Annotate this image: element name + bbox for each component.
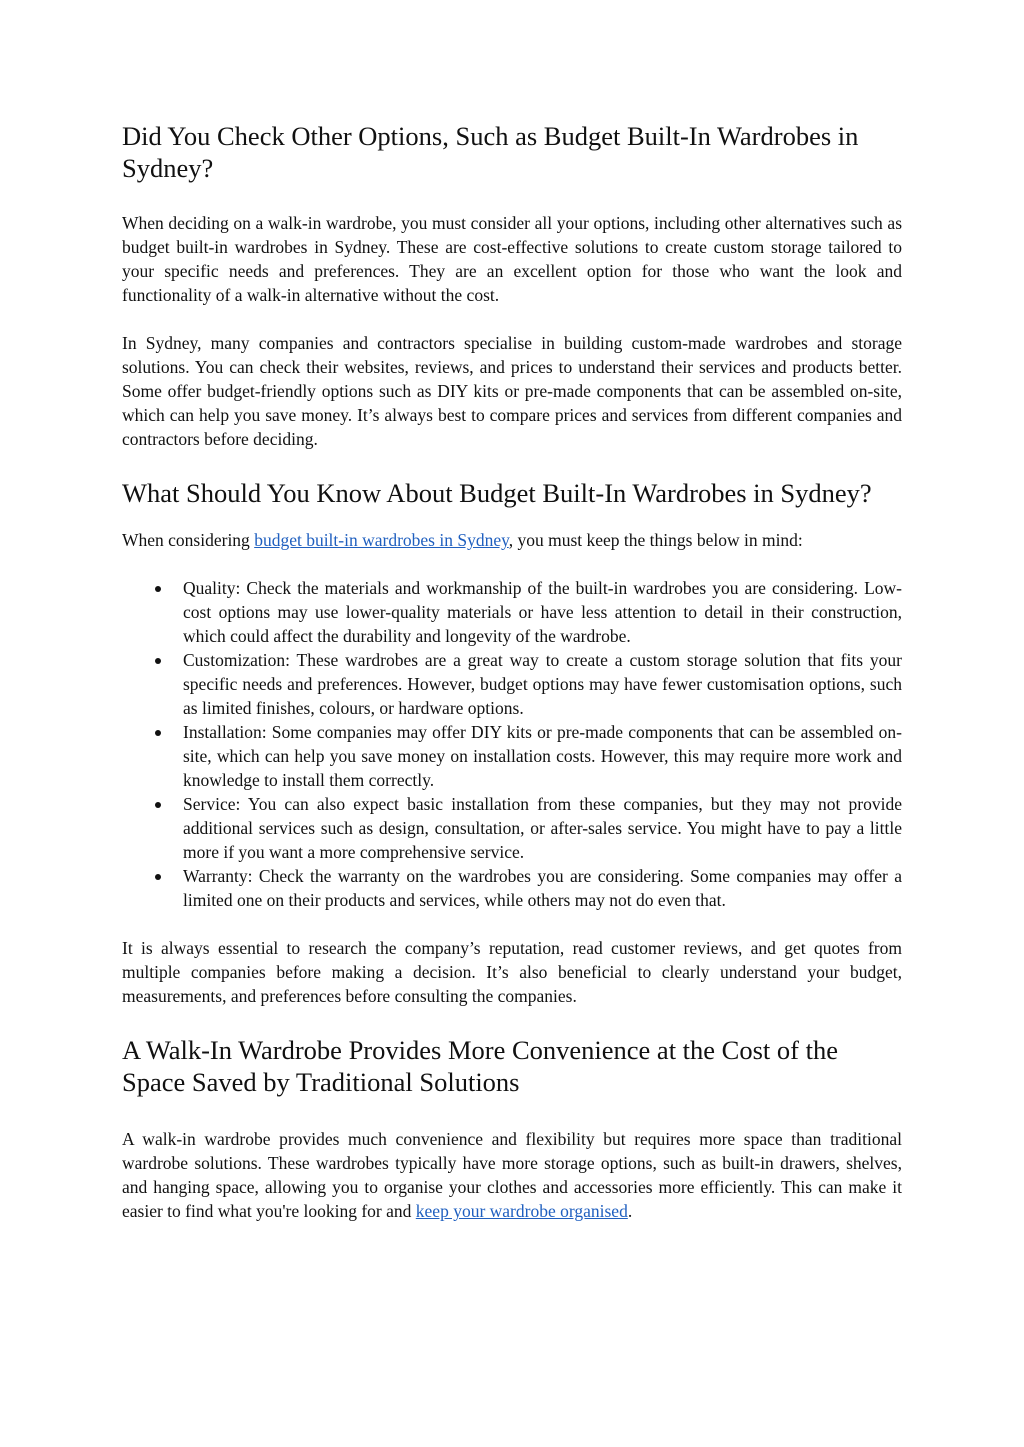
keep-organised-link[interactable]: keep your wardrobe organised <box>415 1201 628 1221</box>
walk-in-text-after: . <box>627 1201 633 1221</box>
section-heading-other-options: Did You Check Other Options, Such as Budget Built-In Wardrobes in Sydney? <box>122 121 859 183</box>
list-item-customization <box>122 648 902 720</box>
section-heading-walk-in-convenience: A Walk-In Wardrobe Provides More Convenience at the Cost of the Space Saved by Traditional Solutions <box>122 1035 838 1097</box>
bullet-icon <box>155 730 161 736</box>
walk-in-text-before: A walk-in wardrobe provides much convenience and flexibility but requires more space than traditional wardrobe solutions. These wardrobes typically have more storage options, such as built-in drawers, shelves, and hanging space, allowing you to organise your clothes and accessories more efficiently. This can make it easier to find what you're looking for and <box>122 1129 902 1221</box>
intro-text-before: When considering <box>122 530 255 550</box>
list-item-text: Service: You can also expect basic installation from these companies, but they may not provide additional services such as design, consultation, or after-sales service. You might have to pay a little more if you want a more comprehensive service. <box>183 794 902 862</box>
list-item-text: Customization: These wardrobes are a great way to create a custom storage solution that fits your specific needs and preferences. However, budget options may have fewer customisation options, such as limited finishes, colours, or hardware options. <box>183 650 902 718</box>
list-item-service <box>122 792 902 864</box>
considerations-list <box>122 576 902 912</box>
paragraph-walk-in-space <box>122 1127 902 1223</box>
list-item-text: Installation: Some companies may offer DIY kits or pre-made components that can be assembled on-site, which can help you save money on installation costs. However, this may require more work and knowledge to install them correctly. <box>183 722 902 790</box>
intro-text-after: , you must keep the things below in mind: <box>508 530 803 550</box>
document-page <box>122 120 902 1223</box>
bullet-icon <box>155 874 161 880</box>
list-item-text: Warranty: Check the warranty on the wardrobes you are considering. Some companies may offer a limited one on their products and services, while others may not do even that. <box>183 866 902 910</box>
budget-wardrobes-link[interactable]: budget built-in wardrobes in Sydney <box>254 530 509 550</box>
section-heading-what-to-know: What Should You Know About Budget Built-In Wardrobes in Sydney? <box>122 478 872 508</box>
list-item-text: Quality: Check the materials and workmanship of the built-in wardrobes you are considering. Low-cost options may use lower-quality materials or have less attention to detail in their construction, which could affect the durability and longevity of the wardrobe. <box>183 578 902 646</box>
paragraph-research-advice: It is always essential to research the company’s reputation, read customer reviews, and get quotes from multiple companies before making a decision. It’s also beneficial to clearly understand your budget, measurements, and preferences before consulting the companies. <box>122 938 902 1006</box>
bullet-icon <box>155 586 161 592</box>
list-item-warranty <box>122 864 902 912</box>
list-item-quality <box>122 576 902 648</box>
paragraph-sydney-companies: In Sydney, many companies and contractors specialise in building custom-made wardrobes and storage solutions. You can check their websites, reviews, and prices to understand their services and products better. Some offer budget-friendly options such as DIY kits or pre-made components that can be assembled on-site, which can help you save money. It’s always best to compare prices and services from different companies and contractors before deciding. <box>122 333 902 449</box>
list-item-installation <box>122 720 902 792</box>
bullet-icon <box>155 658 161 664</box>
paragraph-walk-in-options: When deciding on a walk-in wardrobe, you must consider all your options, including other alternatives such as budget built-in wardrobes in Sydney. These are cost-effective solutions to create custom storage tailored to your specific needs and preferences. They are an excellent option for those who want the look and functionality of a walk-in alternative without the cost. <box>122 213 902 305</box>
bullet-icon <box>155 802 161 808</box>
paragraph-considering-intro <box>122 528 902 552</box>
